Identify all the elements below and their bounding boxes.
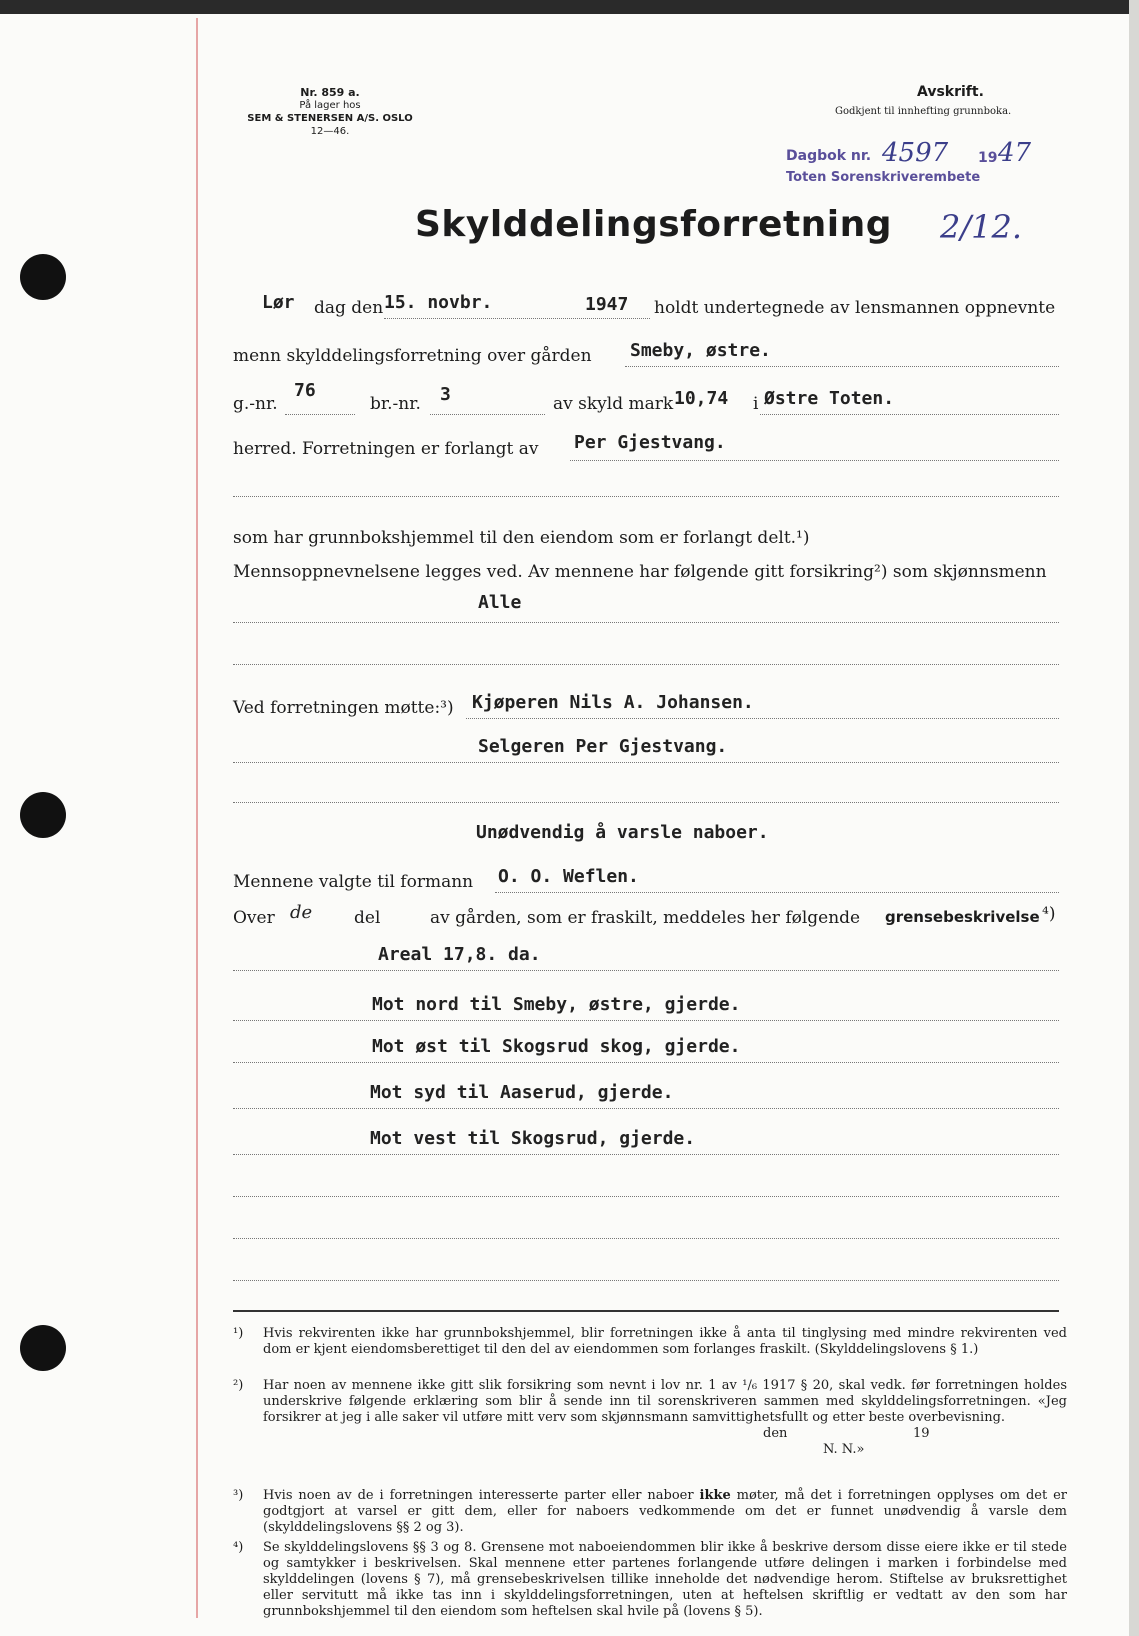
footnote-rule [233, 1310, 1059, 1312]
footnote-2-mark: ²) [233, 1378, 244, 1393]
held-text: holdt undertegnede av lensmannen oppnevnte [654, 298, 1056, 318]
boundary-line-4: Mot syd til Aaserud, gjerde. [370, 1082, 674, 1103]
over-handwritten: de [290, 902, 313, 923]
attendee-dotted-line-2 [233, 762, 1059, 763]
year-value: 1947 [585, 294, 629, 315]
blank-dotted-line-6 [233, 1280, 1059, 1281]
del-label: del [354, 908, 381, 928]
footnote-3-text [263, 1488, 1067, 1536]
requester-value: Per Gjestvang. [574, 432, 726, 453]
avskrift-label: Avskrift. [917, 84, 984, 100]
grense-sup: ⁴) [1042, 904, 1056, 924]
date-value: 15. novbr. [384, 292, 493, 313]
attendee-dotted-line-1 [466, 718, 1059, 719]
brnr-dotted-line [430, 414, 545, 415]
punch-hole-3 [20, 1325, 66, 1371]
attendee-2: Selgeren Per Gjestvang. [478, 736, 728, 757]
footnote-2-text: Har noen av mennene ikke gitt slik forsikring som nevnt i lov nr. 1 av ¹/₆ 1917 § 20, skal vedk. før forretningen holdes underskrive følgende erklæring som blir å sende inn til sorenskriveren sammen med skylddelingsforretningen. «Jeg forsikrer at jeg i alle saker vil utføre mitt verv som skjønnsmann samvittighetsfullt og etter beste overbevisning. [263, 1378, 1067, 1425]
footnote-3-bold: ikke [699, 1488, 731, 1503]
page-title: Skylddelingsforretning [415, 204, 893, 245]
footnote-2-den: den [763, 1426, 788, 1441]
grunnbok-text: som har grunnbokshjemmel til den eiendom som er forlangt delt.¹) [233, 528, 810, 548]
blank-dotted-line-2 [233, 664, 1059, 665]
footnote-4-mark: ⁴) [233, 1540, 244, 1555]
skyld-value: 10,74 [674, 388, 729, 409]
boundary-dotted-line-5 [233, 1154, 1059, 1155]
boundary-dotted-line-3 [233, 1062, 1059, 1063]
blank-dotted-line-4 [233, 1196, 1059, 1197]
brnr-value: 3 [440, 384, 451, 405]
date-dotted-line [384, 318, 650, 319]
weekday-value: Lør [262, 292, 295, 313]
publisher-name: SEM & STENERSEN A/S. OSLO [247, 113, 413, 124]
forsikring-dotted-line [233, 622, 1059, 623]
gnr-value: 76 [294, 380, 316, 401]
grense-bold: grensebeskrivelse [885, 908, 1040, 926]
farm-dotted-line [625, 366, 1059, 367]
footnote-1 [233, 1326, 1067, 1358]
footnote-4 [233, 1540, 1067, 1620]
herred-text: herred. Forretningen er forlangt av [233, 439, 539, 459]
punch-hole-2 [20, 792, 66, 838]
dagbok-stamp-label: Dagbok nr. [786, 148, 872, 164]
scan-right-edge [1129, 0, 1139, 1636]
dagbok-number: 4597 [882, 138, 949, 168]
publisher-date-code: 12—46. [310, 126, 350, 137]
footnote-3-text-b: møter, må det i forretningen opplyses om det er godtgjort at varsel er gitt dem, eller for naboers vedkommende om det er funnet unødvendig å varsle dem (skylddelingslovens §§ 2 og 3). [263, 1488, 1068, 1535]
farm-value: Smeby, østre. [630, 340, 771, 361]
boundary-dotted-line-4 [233, 1108, 1059, 1109]
municipality-value: Østre Toten. [764, 388, 895, 409]
scan-top-edge [0, 0, 1139, 14]
footnote-2-nn: N. N.» [823, 1442, 865, 1457]
motte-label: Ved forretningen møtte:³) [233, 698, 454, 718]
footnote-1-mark: ¹) [233, 1326, 244, 1341]
skyld-label: av skyld mark [553, 394, 674, 414]
attendee-1: Kjøperen Nils A. Johansen. [472, 692, 754, 713]
gnr-label: g.-nr. [233, 394, 278, 414]
requester-dotted-line [570, 460, 1059, 461]
blank-dotted-line-5 [233, 1238, 1059, 1239]
margin-line [196, 18, 198, 1618]
stamp-year-prefix: 19 [978, 150, 998, 166]
footnote-2-nineteen: 19 [913, 1426, 930, 1441]
godkjent-label: Godkjent til innhefting grunnboka. [835, 106, 1012, 117]
boundary-line-2: Mot nord til Smeby, østre, gjerde. [372, 994, 741, 1015]
footnote-1-text: Hvis rekvirenten ikke har grunnbokshjemmel, blir forretningen ikke å anta til tinglysing med mindre rekvirenten ved dom er kjent eiendomsberettiget til den del av eiendommen som forlanges fraskilt. (Skylddelingslovens § 1.) [263, 1326, 1067, 1357]
formann-dotted-line [495, 892, 1059, 893]
boundary-line-1: Areal 17,8. da. [378, 944, 541, 965]
varsle-note: Unødvendig å varsle naboer. [476, 822, 769, 843]
municipality-dotted-line [760, 414, 1059, 415]
footnote-3-mark: ³) [233, 1488, 244, 1503]
gnr-dotted-line [285, 414, 355, 415]
boundary-line-3: Mot øst til Skogsrud skog, gjerde. [372, 1036, 741, 1057]
menn-text: menn skylddelingsforretning over gården [233, 346, 592, 366]
boundary-dotted-line-2 [233, 1020, 1059, 1021]
stamp-office: Toten Sorenskriverembete [786, 170, 981, 185]
mennsopp-text: Mennsoppnevnelsene legges ved. Av mennene har følgende gitt forsikring²) som skjønnsmenn [233, 562, 1047, 582]
footnote-2 [233, 1378, 1067, 1458]
brnr-label: br.-nr. [370, 394, 421, 414]
dag-den-label: dag den [314, 298, 384, 318]
date-note: 2/12. [940, 208, 1023, 246]
blank-dotted-line-3 [233, 802, 1059, 803]
stamp-year-suffix: 47 [998, 138, 1032, 168]
boundary-line-5: Mot vest til Skogsrud, gjerde. [370, 1128, 696, 1149]
publisher-line2: På lager hos [299, 100, 361, 111]
boundary-dotted-line-1 [233, 970, 1059, 971]
formann-value: O. O. Weflen. [498, 866, 639, 887]
punch-hole-1 [20, 254, 66, 300]
footnote-4-text: Se skylddelingslovens §§ 3 og 8. Grensene mot naboeiendommen blir ikke å beskrive dersom disse eiere ikke er til stede og samtykker i beskrivelsen. Skal mennene etter partenes forlangende utføre delingen i marken i forbindelse med skylddelingen (lovens § 7), må grensebeskrivelsen tillike inneholde det nødvendige herom. Stiftelse av bruksrettighet eller servitutt må ikke tas inn i skylddelingsforretningen, uten at heftelsen skriftlig er vedtatt av den som har grunnbokshjemmel til den eiendom som heftelsen skal hvile på (lovens § 5). [263, 1540, 1067, 1619]
footnote-3 [233, 1488, 1067, 1536]
footnote-3-text-a: Hvis noen av de i forretningen interesserte parter eller naboer [263, 1488, 694, 1503]
form-number: Nr. 859 a. [300, 86, 360, 99]
over-label: Over [233, 908, 275, 928]
i-label: i [753, 394, 759, 414]
formann-label: Mennene valgte til formann [233, 872, 474, 892]
publisher-block [240, 86, 420, 138]
blank-dotted-line-1 [233, 496, 1059, 497]
forsikring-value: Alle [478, 592, 522, 613]
grense-text: av gården, som er fraskilt, meddeles her følgende [430, 908, 861, 928]
